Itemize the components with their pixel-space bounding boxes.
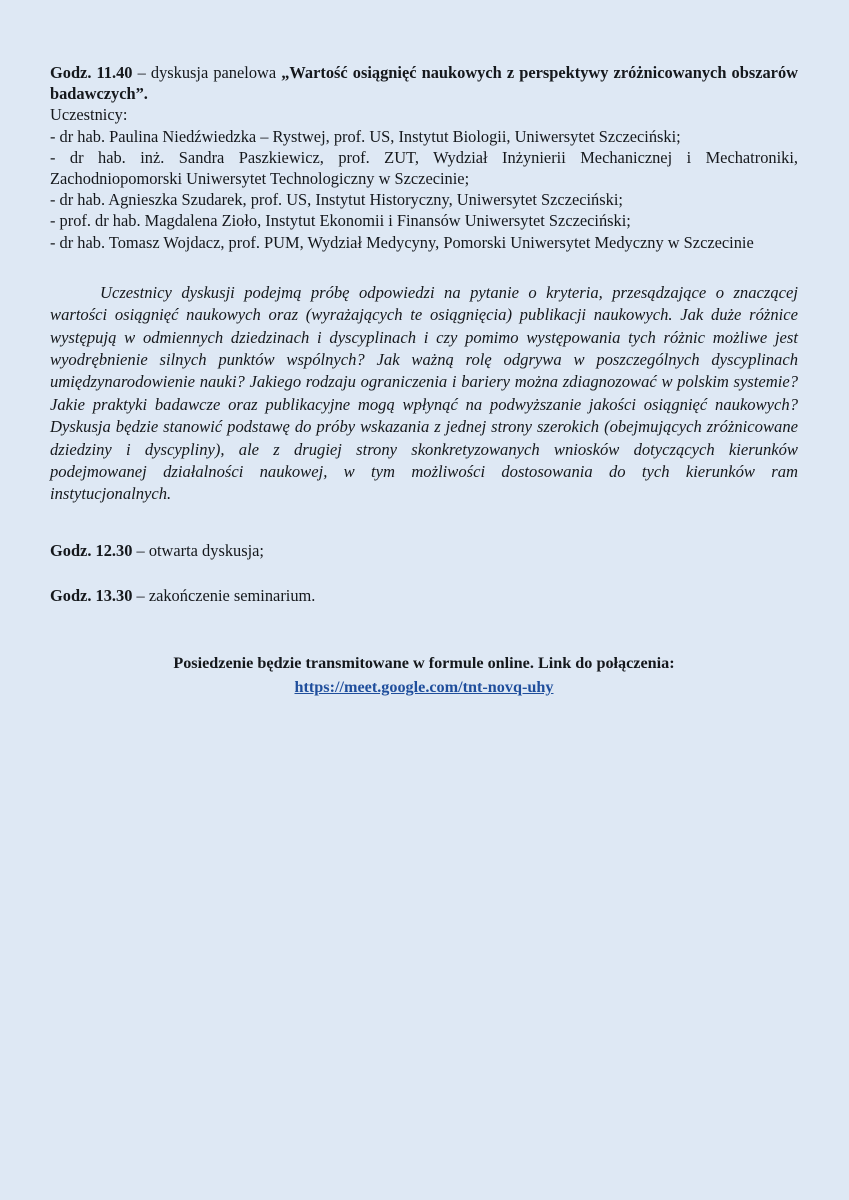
panel-dash: – [132,63,151,82]
participant-item: - dr hab. Paulina Niedźwiedzka – Rystwej, prof. US, Instytut Biologii, Uniwersytet Szczeciński; [50,126,681,146]
participant-item: - dr hab. inż. Sandra Paszkiewicz, prof. ZUT, Wydział Inżynierii Mechanicznej i Mechatroniki, Zachodniopomorski Uniwersytet Technologiczny w Szczecinie; [50,147,798,189]
panel-time-label: Godz. 11.40 [50,63,133,82]
participants-list [50,126,798,253]
panel-heading [50,62,798,104]
schedule-time-label: Godz. 13.30 [50,586,133,606]
meet-link[interactable]: https://meet.google.com/tnt-novq-uhy [294,677,554,696]
participant-item: - prof. dr hab. Magdalena Zioło, Instytut Ekonomii i Finansów Uniwersytet Szczeciński; [50,211,631,231]
schedule-description: – zakończenie seminarium. [132,586,316,606]
panel-lead-in: dyskusja panelowa [150,63,282,82]
schedule-item [50,585,798,606]
participant-item: - dr hab. Agnieszka Szudarek, prof. US, Instytut Historyczny, Uniwersytet Szczeciński; [50,190,623,210]
participants-label: Uczestnicy: [50,105,128,125]
panel-title: „Wartość osiągnięć naukowych z perspektywy zróżnicowanych obszarów badawczych”. [50,63,798,104]
panel-abstract: Uczestnicy dyskusji podejmą próbę odpowiedzi na pytanie o kryteria, przesądzające o znaczącej wartości osiągnięć naukowych oraz (wyrażających te osiągnięcia) publikacji naukowych. Jak duże różnice występują w odmiennych dziedzinach i dyscyplinach i czy pomimo występowania tych różnic możliwe jest wyodrębnienie silnych punktów wspólnych? Jak ważną rolę odgrywa w poszczególnych dyscyplinach umiędzynarodowienie nauki? Jakiego rodzaju ograniczenia i bariery można zdiagnozować w polskim systemie? Jakie praktyki badawcze oraz publikacyjne mogą wpłynąć na podwyższanie jakości osiągnięć naukowych? Dyskusja będzie stanowić podstawę do próby wskazania z jednej strony szerokich (obejmujących zróżnicowane dziedziny i dyscypliny), ale z drugiej strony skonkretyzowanych wniosków dotyczących kierunków podejmowanej działalności naukowej, w tym możliwości dostosowania do tych kierunków ram instytucjonalnych. [50,282,798,504]
schedule-description: – otwarta dyskusja; [132,540,264,560]
document-body [50,62,798,698]
online-notice: Posiedzenie będzie transmitowane w formule online. Link do połączenia: [173,654,675,673]
schedule-item [50,540,798,561]
participant-item: - dr hab. Tomasz Wojdacz, prof. PUM, Wydział Medycyny, Pomorski Uniwersytet Medyczny w Szczecinie [50,232,754,252]
online-link-row [50,677,798,699]
schedule-time-label: Godz. 12.30 [50,540,133,560]
